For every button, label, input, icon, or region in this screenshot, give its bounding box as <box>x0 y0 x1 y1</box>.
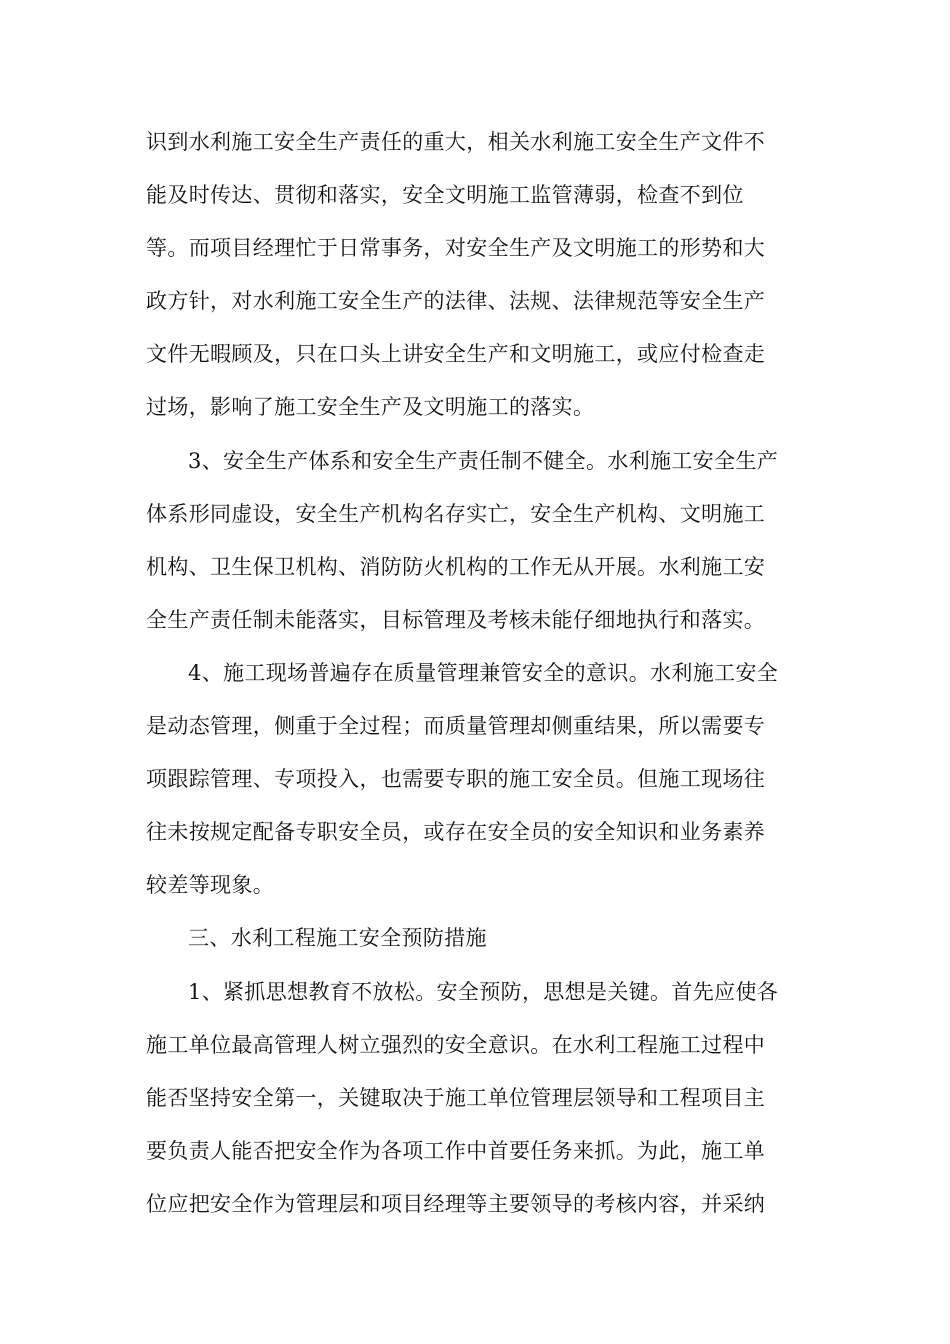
text-line: 要负责人能否把安全作为各项工作中首要任务来抓。为此，施工单 <box>146 1138 766 1163</box>
text-line: 能及时传达、贯彻和落实，安全文明施工监管薄弱，检查不到位 <box>146 183 744 208</box>
text-line: 全生产责任制未能落实，目标管理及考核未能仔细地执行和落实。 <box>146 607 766 632</box>
paragraph-start-line: 3、安全生产体系和安全生产责任制不健全。水利施工安全生产 <box>188 448 779 473</box>
paragraph-start-line: 4、施工现场普遍存在质量管理兼管安全的意识。水利施工安全 <box>188 660 779 685</box>
body-text <box>146 116 816 1231</box>
text-line: 施工单位最高管理人树立强烈的安全意识。在水利工程施工过程中 <box>146 1032 766 1057</box>
text-line: 过场，影响了施工安全生产及文明施工的落实。 <box>146 395 595 420</box>
section-heading: 三、水利工程施工安全预防措施 <box>188 926 487 951</box>
text-line: 文件无暇顾及，只在口头上讲安全生产和文明施工，或应付检查走 <box>146 342 766 367</box>
text-line: 等。而项目经理忙于日常事务，对安全生产及文明施工的形势和大 <box>146 236 766 261</box>
text-line: 是动态管理，侧重于全过程；而质量管理却侧重结果，所以需要专 <box>146 714 766 739</box>
text-line: 体系形同虚设，安全生产机构名存实亡，安全生产机构、文明施工 <box>146 501 766 526</box>
text-line: 较差等现象。 <box>146 873 275 898</box>
text-line: 识到水利施工安全生产责任的重大，相关水利施工安全生产文件不 <box>146 130 766 154</box>
text-line: 项跟踪管理、专项投入，也需要专职的施工安全员。但施工现场往 <box>146 767 766 792</box>
paragraph-start-line: 1、紧抓思想教育不放松。安全预防，思想是关键。首先应使各 <box>188 979 779 1004</box>
text-line: 能否坚持安全第一，关键取决于施工单位管理层领导和工程项目主 <box>146 1085 766 1110</box>
text-line: 政方针，对水利施工安全生产的法律、法规、法律规范等安全生产 <box>146 289 766 314</box>
text-line: 位应把安全作为管理层和项目经理等主要领导的考核内容，并采纳 <box>146 1191 766 1216</box>
text-line: 机构、卫生保卫机构、消防防火机构的工作无从开展。水利施工安 <box>146 554 766 579</box>
text-line: 往未按规定配备专职安全员，或存在安全员的安全知识和业务素养 <box>146 820 766 845</box>
